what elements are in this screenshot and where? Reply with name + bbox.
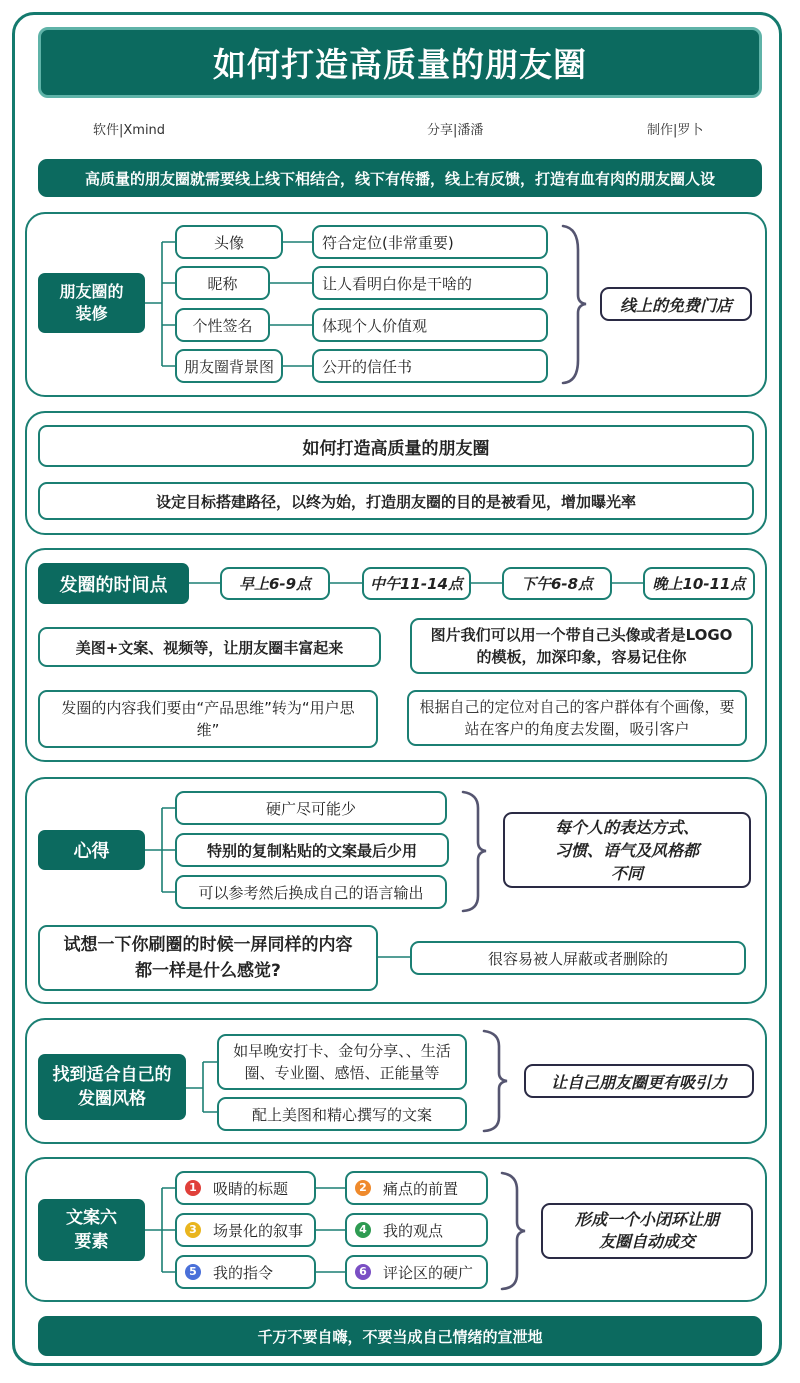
- insight-item-1: 硬广尽可能少: [175, 791, 447, 825]
- page-title: 如何打造高质量的朋友圈: [38, 27, 762, 98]
- decoration-item-avatar: 头像: [175, 225, 283, 259]
- credit-maker: 制作|罗卜: [647, 123, 704, 138]
- style-item-1: 如早晚安打卡、金句分享、、生活圈、专业圈、感悟、正能量等: [217, 1034, 467, 1090]
- decoration-item-nickname: 昵称: [175, 266, 270, 300]
- time-night: 晚上10-11点: [643, 567, 755, 600]
- copy-summary: 形成一个小闭环让朋友圈自动成交: [541, 1203, 753, 1259]
- timing-tip-2: 图片我们可以用一个带自己头像或者是LOGO的模板，加深印象，容易记住你: [410, 618, 753, 674]
- copy-item-1: [175, 1171, 316, 1205]
- decoration-summary: 线上的免费门店: [600, 287, 752, 321]
- style-item-2: 配上美图和精心撰写的文案: [217, 1097, 467, 1131]
- insight-answer: 很容易被人屏蔽或者删除的: [410, 941, 746, 975]
- footer-banner: 千万不要自嗨，不要当成自己情绪的宣泄地: [38, 1316, 762, 1356]
- time-afternoon: 下午6-8点: [502, 567, 612, 600]
- timing-tip-1: 美图+文案、视频等，让朋友圈丰富起来: [38, 627, 381, 667]
- copy-item-6: [345, 1255, 488, 1289]
- copy-label: 文案六要素: [38, 1199, 145, 1261]
- number-2-icon: 2: [355, 1180, 371, 1196]
- insight-item-3: 可以参考然后换成自己的语言输出: [175, 875, 447, 909]
- number-6-icon: 6: [355, 1264, 371, 1280]
- copy-item-text: 场景化的叙事: [213, 1221, 304, 1240]
- decoration-desc-background: 公开的信任书: [312, 349, 548, 383]
- timing-label: 发圈的时间点: [38, 563, 189, 604]
- decoration-item-background: 朋友圈背景图: [175, 349, 283, 383]
- copy-item-text: 痛点的前置: [383, 1179, 459, 1198]
- copy-item-text: 我的观点: [383, 1221, 444, 1240]
- number-3-icon: 3: [185, 1222, 201, 1238]
- number-1-icon: 1: [185, 1180, 201, 1196]
- style-label: 找到适合自己的发圈风格: [38, 1054, 186, 1120]
- copy-item-2: [345, 1171, 488, 1205]
- decoration-desc-avatar: 符合定位(非常重要): [312, 225, 548, 259]
- number-5-icon: 5: [185, 1264, 201, 1280]
- credit-share: 分享|潘潘: [427, 123, 484, 138]
- copy-item-text: 吸睛的标题: [213, 1179, 289, 1198]
- style-summary: 让自己朋友圈更有吸引力: [524, 1064, 754, 1098]
- decoration-label: 朋友圈的装修: [38, 273, 145, 333]
- timing-tip-3: 发圈的内容我们要由“产品思维”转为“用户思维”: [38, 690, 378, 748]
- copy-item-3: [175, 1213, 316, 1247]
- insight-item-2: 特别的复制粘贴的文案最后少用: [175, 833, 449, 867]
- howto-title: 如何打造高质量的朋友圈: [38, 425, 754, 467]
- timing-tip-4: 根据自己的定位对自己的客户群体有个画像，要站在客户的角度去发圈，吸引客户: [407, 690, 747, 746]
- credit-software: 软件|Xmind: [93, 123, 166, 138]
- decoration-item-signature: 个性签名: [175, 308, 270, 342]
- number-4-icon: 4: [355, 1222, 371, 1238]
- insight-summary: 每个人的表达方式、习惯、语气及风格都不同: [503, 812, 751, 888]
- decoration-desc-nickname: 让人看明白你是干啥的: [312, 266, 548, 300]
- copy-item-4: [345, 1213, 488, 1247]
- decoration-desc-signature: 体现个人价值观: [312, 308, 548, 342]
- insight-label: 心得: [38, 830, 145, 870]
- copy-item-5: [175, 1255, 316, 1289]
- howto-desc: 设定目标搭建路径，以终为始，打造朋友圈的目的是被看见，增加曝光率: [38, 482, 754, 520]
- copy-item-text: 评论区的硬广: [383, 1263, 474, 1282]
- copy-item-text: 我的指令: [213, 1263, 274, 1282]
- insight-question: 试想一下你刷圈的时候一屏同样的内容都一样是什么感觉?: [38, 925, 378, 991]
- time-morning: 早上6-9点: [220, 567, 330, 600]
- time-noon: 中午11-14点: [362, 567, 471, 600]
- intro-banner: 高质量的朋友圈就需要线上线下相结合，线下有传播，线上有反馈，打造有血有肉的朋友圈人设: [38, 159, 762, 197]
